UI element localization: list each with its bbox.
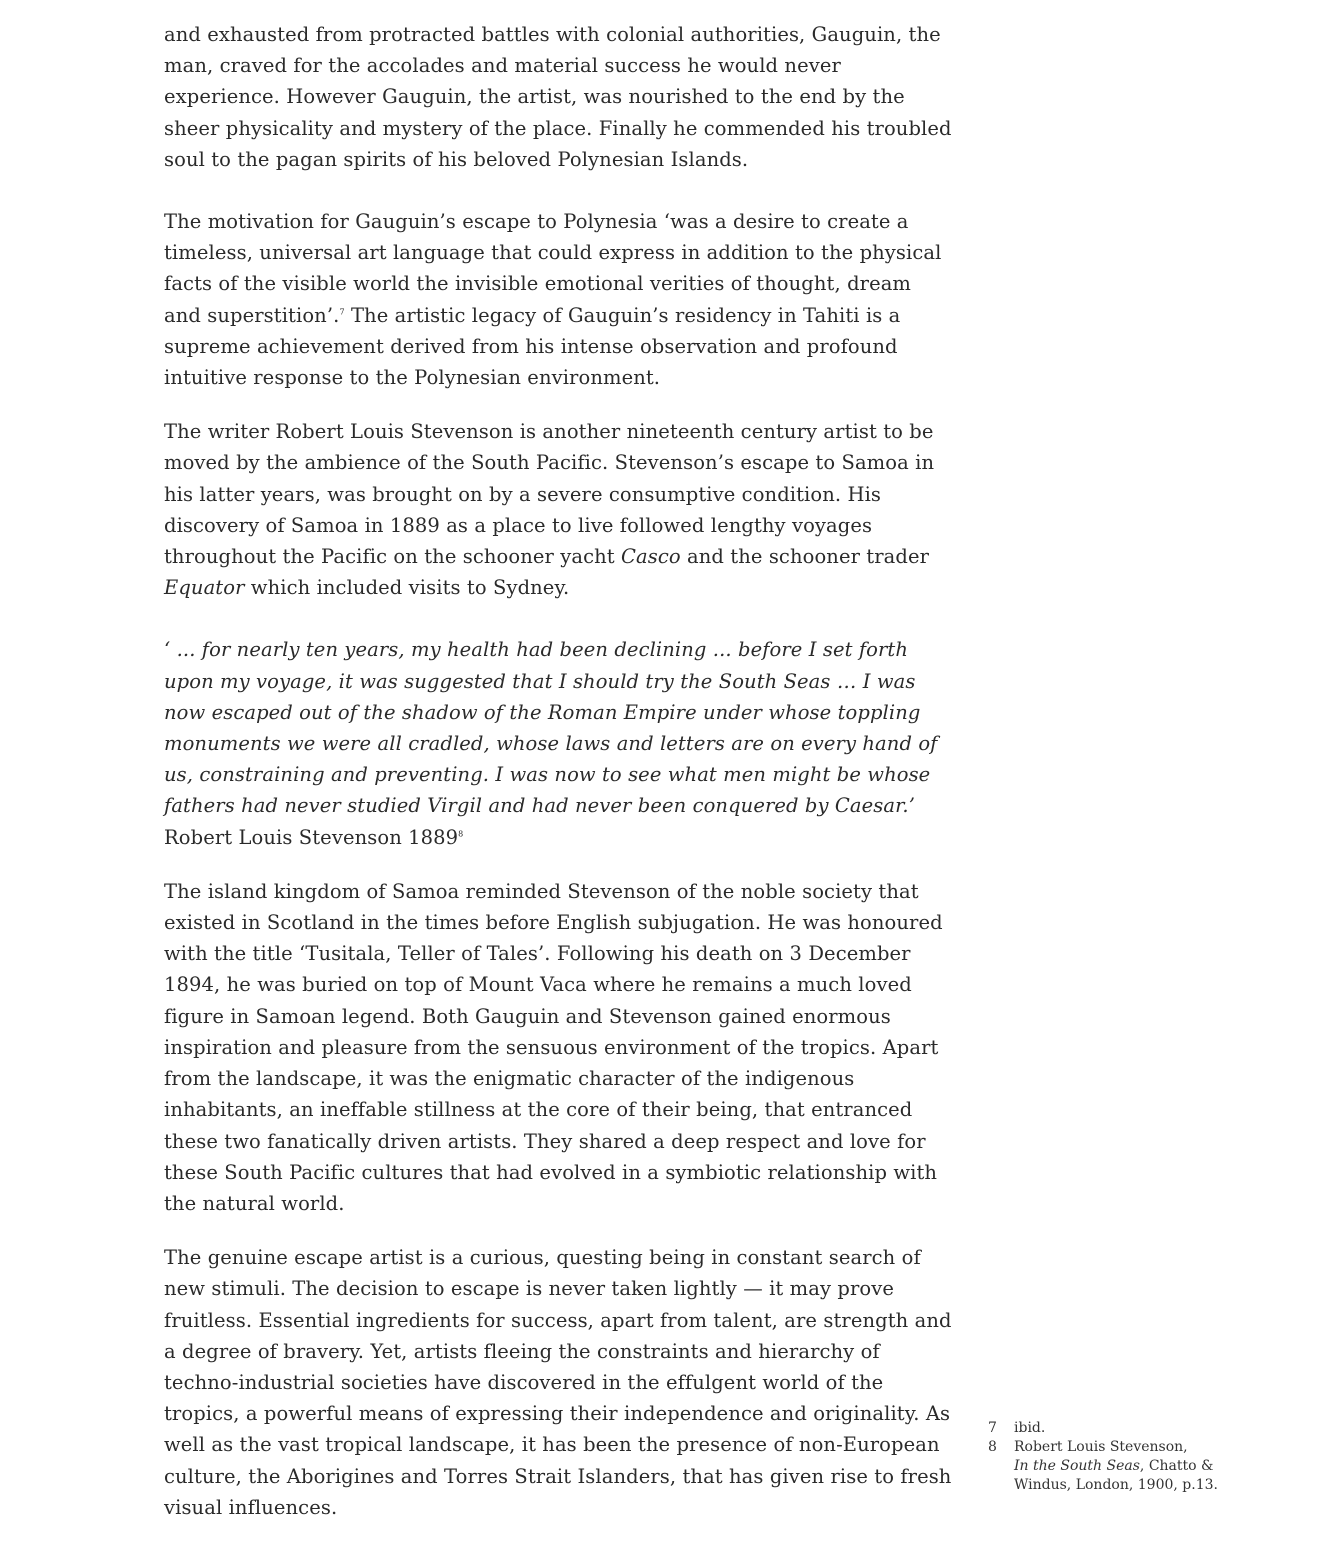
paragraph-3 bbox=[164, 416, 954, 603]
ship-name-equator: Equator bbox=[164, 576, 245, 600]
quote-text: ‘ ... for nearly ten years, my health had been declining ... before I set forth upon my voyage, it was suggested that I should try the South Seas … I was now escaped out of the shadow of the Roman Empire under whose toppling monuments we were all cradled, whose laws and letters are on every hand of us, constraining and preventing. I was now to see what men might be whose fathers had never studied Virgil and had never been conquered by Caesar.’ bbox=[164, 638, 938, 818]
paragraph-5: The genuine escape artist is a curious, questing being in constant search of new stimuli. The decision to escape is never taken lightly — it may prove fruitless. Essential ingredients for success, apart from talent, are strength and a degree of bravery. Yet, artists fleeing the constraints and hierarchy of techno-industrial societies have discovered in the effulgent world of the tropics, a powerful means of expressing their independence and originality. As well as the vast tropical landscape, it has been the presence of non-European culture, the Aborigines and Torres Strait Islanders, that has given rise to fresh visual influences. bbox=[164, 1246, 952, 1519]
footnote-author: Robert Louis Stevenson, bbox=[1014, 1439, 1188, 1455]
block-quote bbox=[164, 634, 954, 821]
footnote-book-title: In the South Seas bbox=[1014, 1458, 1140, 1474]
ship-name-casco: Casco bbox=[621, 545, 681, 569]
footnote-8 bbox=[988, 1438, 1218, 1495]
footnote-text bbox=[1014, 1438, 1218, 1495]
paragraph-2-text-b: The artistic legacy of Gauguin’s residency in Tahiti is a supreme achievement derived from his intense observation and profound intuitive response to the Polynesian environment. bbox=[164, 303, 901, 390]
paragraph-1: and exhausted from protracted battles with colonial authorities, Gauguin, the man, craved for the accolades and material success he would never experience. However Gauguin, the artist, was nourished to the end by the sheer physicality and mystery of the place. Finally he commended his troubled soul to the pagan spirits of his beloved Polynesian Islands. bbox=[164, 23, 952, 171]
footnote-text: ibid. bbox=[1014, 1420, 1046, 1436]
footnote-number: 7 bbox=[988, 1420, 997, 1436]
paragraph-2 bbox=[164, 206, 954, 393]
quote-author: Robert Louis Stevenson 1889 bbox=[164, 825, 459, 849]
paragraph-3-text-b: and the schooner trader bbox=[680, 545, 930, 569]
footnotes bbox=[988, 1419, 1218, 1495]
paragraph-3-text-a: The writer Robert Louis Stevenson is another nineteenth century artist to be moved by the ambience of the South Pacific. Stevenson’s escape to Samoa in his latter years, was brought on by a severe consumptive condition. His discovery of Samoa in 1889 as a place to live followed lengthy voyages throughout the Pacific on the schooner yacht bbox=[164, 420, 935, 569]
footnote-ref-7[interactable]: 7 bbox=[339, 307, 345, 317]
paragraph-3-text-c: which included visits to Sydney. bbox=[244, 576, 570, 600]
quote-attribution bbox=[164, 822, 954, 853]
footnote-7 bbox=[988, 1419, 1218, 1438]
footnote-publication: , Chatto & Windus, London, 1900, p.13. bbox=[1014, 1458, 1218, 1493]
paragraph-4: The island kingdom of Samoa reminded Stevenson of the noble society that existed in Scotland in the times before English subjugation. He was honoured with the title ‘Tusitala, Teller of Tales’. Following his death on 3 December 1894, he was buried on top of Mount Vaca where he remains a much loved figure in Samoan legend. Both Gauguin and Stevenson gained enormous inspiration and pleasure from the sensuous environment of the tropics. Apart from the landscape, it was the enigmatic character of the indigenous inhabitants, an ineffable stillness at the core of their being, that entranced these two fanatically driven artists. They shared a deep respect and love for these South Pacific cultures that had evolved in a symbiotic relationship with the natural world. bbox=[164, 879, 943, 1215]
paragraph-2-text-a: The motivation for Gauguin’s escape to Polynesia ‘was a desire to create a timeless, universal art language that could express in addition to the physical facts of the visible world the invisible emotional verities of thought, dream and superstition’. bbox=[164, 210, 942, 327]
main-text-column bbox=[164, 19, 954, 1523]
footnote-ref-8[interactable]: 8 bbox=[458, 829, 464, 839]
footnote-number: 8 bbox=[988, 1439, 997, 1455]
